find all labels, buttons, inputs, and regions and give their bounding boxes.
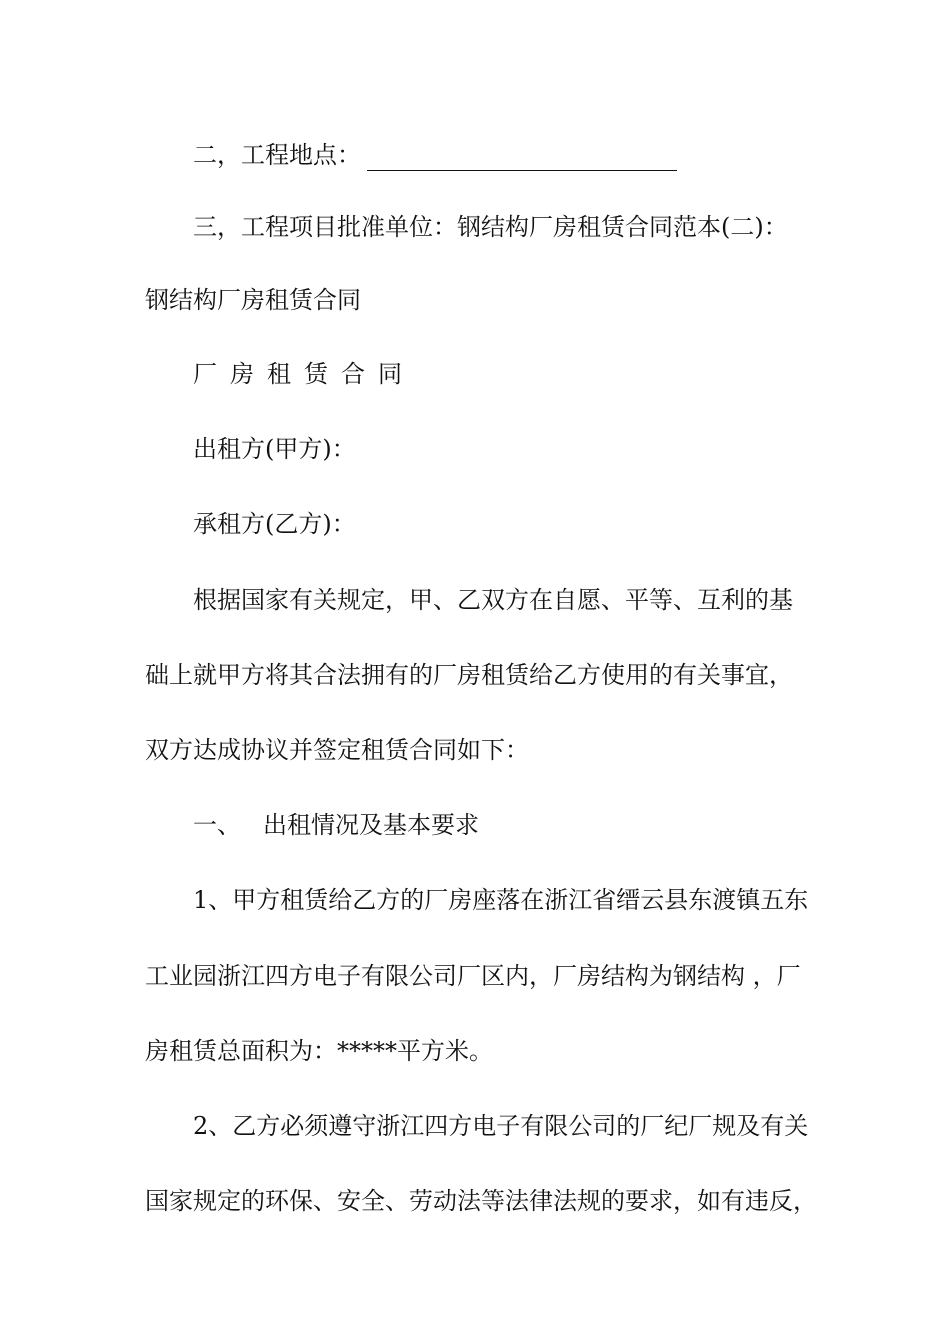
section-1-heading	[193, 809, 479, 841]
contract-subtitle: 钢结构厂房租赁合同	[145, 286, 361, 314]
paragraph-line: 工业园浙江四方电子有限公司厂区内，厂房结构为钢结构 ，厂	[145, 962, 801, 990]
location-blank-field	[367, 148, 677, 171]
section-2-location	[193, 139, 677, 171]
location-label: 二，工程地点：	[193, 141, 361, 169]
contract-title: 厂房租赁合同	[193, 360, 415, 388]
paragraph-line: 2、乙方必须遵守浙江四方电子有限公司的厂纪厂规及有关	[193, 1112, 809, 1140]
section-title: 出租情况及基本要求	[263, 811, 479, 839]
paragraph-line: 双方达成协议并签定租赁合同如下：	[145, 736, 529, 764]
paragraph-line: 根据国家有关规定，甲、乙双方在自愿、平等、互利的基	[193, 586, 793, 614]
paragraph-line: 房租赁总面积为：*****平方米。	[145, 1037, 493, 1065]
paragraph-line: 础上就甲方将其合法拥有的厂房租赁给乙方使用的有关事宜，	[145, 661, 793, 689]
paragraph-line: 国家规定的环保、安全、劳动法等法律法规的要求，如有违反，	[145, 1187, 817, 1215]
paragraph-line: 1、甲方租赁给乙方的厂房座落在浙江省缙云县东渡镇五东	[193, 886, 809, 914]
lessor-label: 出租方(甲方)：	[193, 435, 356, 463]
lessee-label: 承租方(乙方)：	[193, 510, 356, 538]
section-number: 一、	[193, 811, 241, 839]
section-3-approval: 三，工程项目批准单位：钢结构厂房租赁合同范本(二)：	[193, 213, 788, 241]
